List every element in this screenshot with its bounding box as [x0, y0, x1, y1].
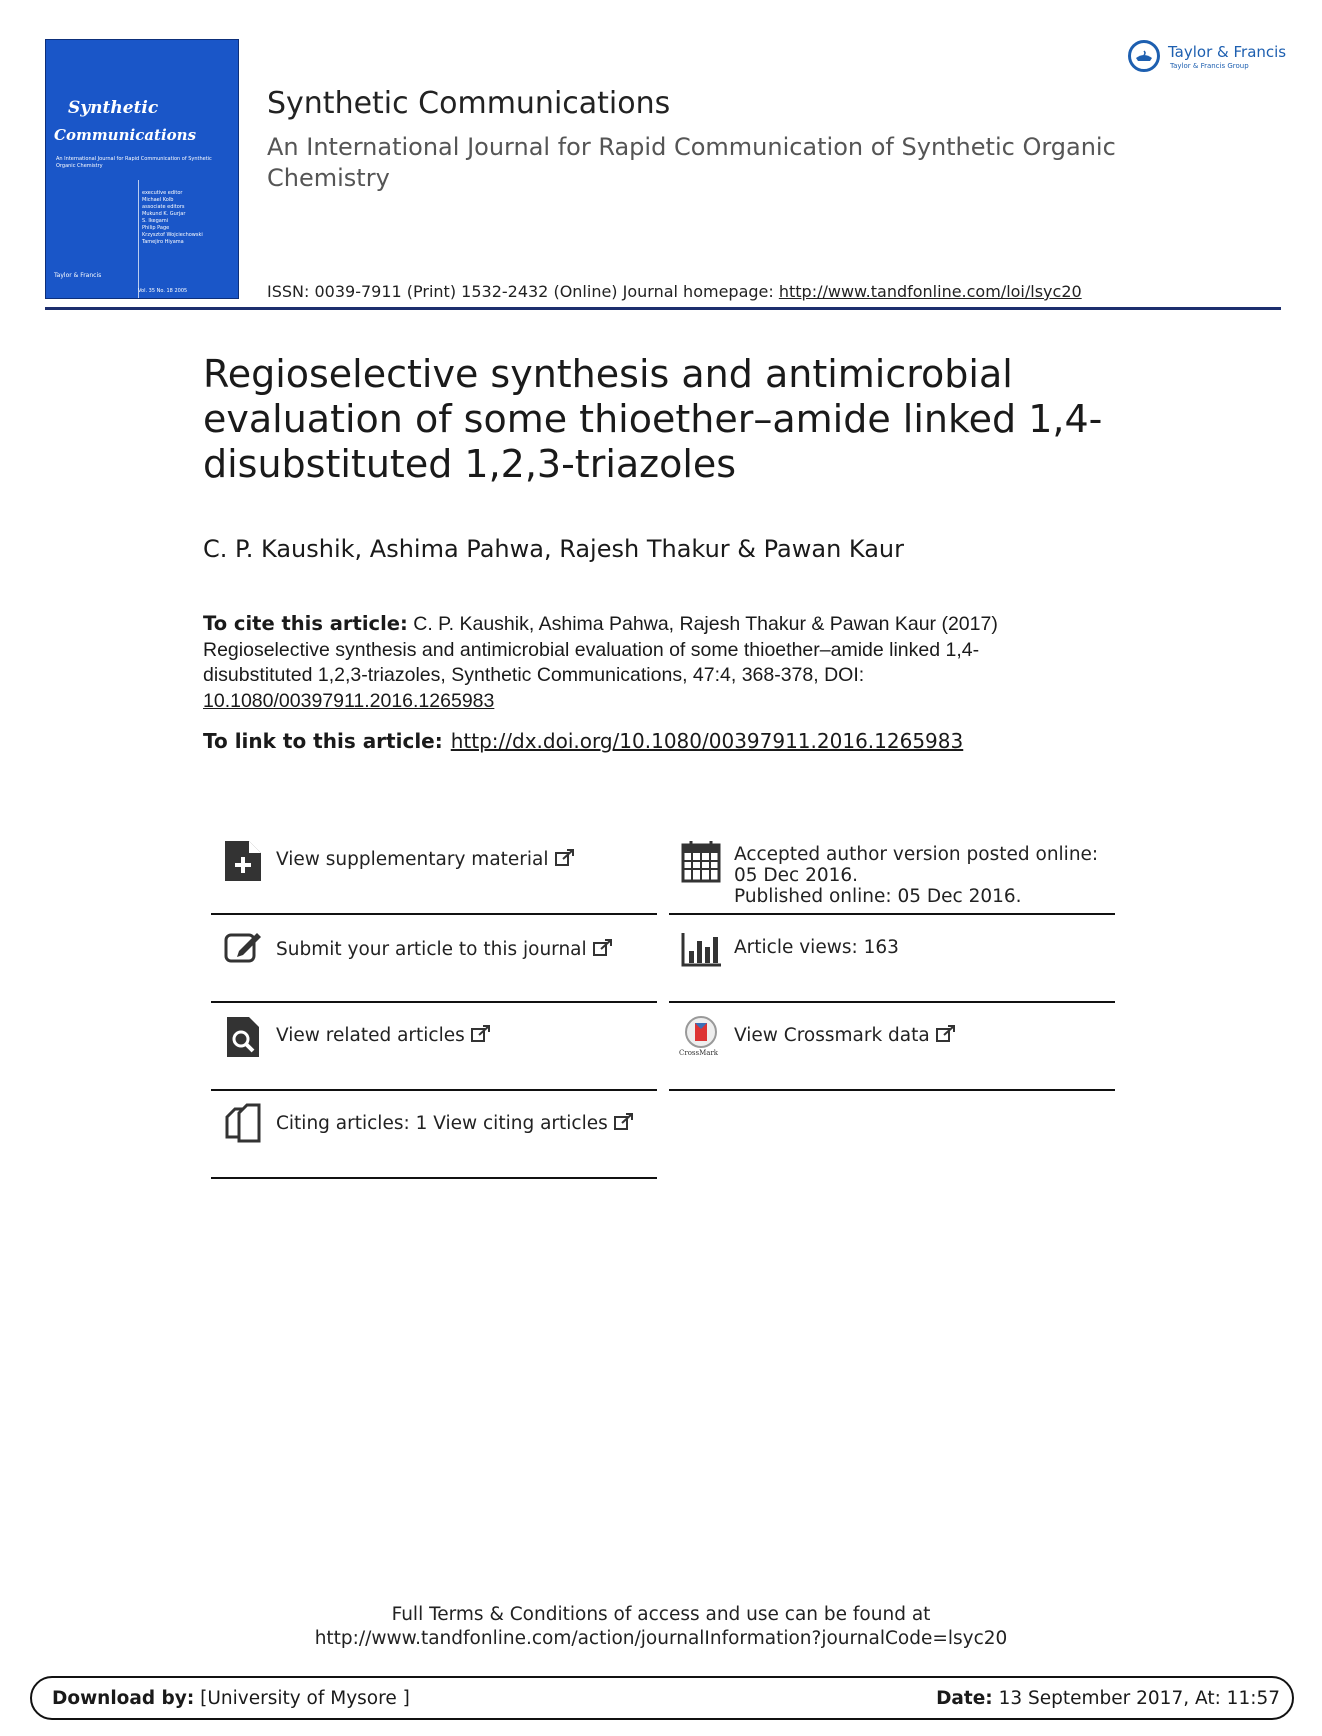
- terms-notice: [0, 1603, 1322, 1651]
- download-bar: [30, 1676, 1294, 1720]
- external-link-icon: [614, 1113, 634, 1131]
- journal-title: Synthetic Communications: [267, 86, 671, 121]
- issn-line: [267, 282, 1082, 301]
- citing-row[interactable]: [211, 1089, 657, 1179]
- submit-row[interactable]: [211, 913, 657, 1003]
- cover-title-line1: Synthetic: [68, 98, 159, 118]
- header-rule: [45, 307, 1281, 310]
- terms-link[interactable]: http://www.tandfonline.com/action/journalInformation?journalCode=lsyc20: [314, 1628, 1008, 1649]
- tf-lamp-icon: [1128, 40, 1160, 72]
- external-link-icon: [593, 939, 613, 957]
- cite-label: To cite this article:: [203, 612, 408, 635]
- views-label: Article views: 163: [734, 937, 899, 958]
- external-link-icon: [936, 1025, 956, 1043]
- supplementary-label: View supplementary material: [276, 849, 549, 870]
- article-title: Regioselective synthesis and antimicrobial evaluation of some thioether–amide linked 1,4-disubstituted 1,2,3-triazoles: [203, 352, 1103, 486]
- article-authors: C. P. Kaushik, Ashima Pahwa, Rajesh Thakur & Pawan Kaur: [203, 535, 905, 563]
- citing-label: Citing articles: 1 View citing articles: [276, 1113, 608, 1134]
- crossmark-logo: [681, 1015, 721, 1059]
- cover-volume: Vol. 35 No. 18 2005: [138, 288, 188, 294]
- journal-cover: [45, 39, 239, 299]
- calendar-icon: [681, 839, 721, 883]
- article-link-line: [203, 729, 963, 753]
- copy-documents-icon: [223, 1103, 263, 1147]
- cover-publisher: Taylor & Francis: [54, 272, 102, 279]
- submit-label: Submit your article to this journal: [276, 939, 587, 960]
- date-value: 13 September 2017, At: 11:57: [992, 1688, 1280, 1709]
- cite-doi-link[interactable]: 10.1080/00397911.2016.1265983: [203, 689, 495, 712]
- terms-line1: Full Terms & Conditions of access and use can be found at: [391, 1604, 931, 1625]
- tf-name: Taylor & Francis: [1168, 43, 1287, 61]
- issn-text: ISSN: 0039-7911 (Print) 1532-2432 (Online) Journal homepage:: [267, 282, 779, 301]
- citation-block: [203, 611, 1053, 714]
- crossmark-caption: CrossMark: [679, 1049, 719, 1057]
- crossmark-icon: [681, 1015, 721, 1049]
- search-document-icon: [223, 1015, 263, 1059]
- related-label: View related articles: [276, 1025, 465, 1046]
- edit-icon: [223, 927, 263, 971]
- article-doi-link[interactable]: http://dx.doi.org/10.1080/00397911.2016.1265983: [450, 729, 964, 753]
- supplementary-row[interactable]: [211, 825, 657, 915]
- related-row[interactable]: [211, 1001, 657, 1091]
- link-label: To link to this article:: [203, 729, 443, 753]
- file-plus-icon: [223, 839, 263, 883]
- dates-row: [669, 825, 1115, 915]
- views-row: [669, 913, 1115, 1003]
- download-value: [University of Mysore ]: [194, 1688, 410, 1709]
- cover-title-line2: Communications: [54, 126, 197, 144]
- cover-editors: executive editor Michael Kolb associate editors Mukund K. Gurjar S. Ikegami Philip Page Krzysztof Wojciechowski Tamejiro Hiyama: [142, 190, 203, 245]
- crossmark-label: View Crossmark data: [734, 1025, 930, 1046]
- external-link-icon: [471, 1025, 491, 1043]
- external-link-icon: [555, 849, 575, 867]
- cover-subtitle: An International Journal for Rapid Communication of Synthetic Organic Chemistry: [56, 156, 212, 169]
- cover-divider: [138, 180, 139, 299]
- date-info: [936, 1688, 1280, 1709]
- download-label: Download by:: [52, 1688, 195, 1709]
- crossmark-row[interactable]: [669, 1001, 1115, 1091]
- journal-homepage-link[interactable]: http://www.tandfonline.com/loi/lsyc20: [778, 282, 1082, 301]
- cite-text: C. P. Kaushik, Ashima Pahwa, Rajesh Thakur & Pawan Kaur (2017) Regioselective synthesis and antimicrobial evaluation of some thioether–amide linked 1,4-disubstituted 1,2,3-triazoles, Synthetic Communications, 47:4, 368-378, DOI:: [203, 613, 998, 686]
- journal-subtitle: An International Journal for Rapid Communication of Synthetic Organic Chemistry: [267, 133, 1116, 192]
- tf-group: Taylor & Francis Group: [1170, 62, 1249, 70]
- bar-chart-icon: [681, 927, 721, 971]
- date-label: Date:: [936, 1688, 993, 1709]
- download-info: [52, 1688, 410, 1709]
- published-date: Published online: 05 Dec 2016.: [734, 886, 1022, 907]
- accepted-date: Accepted author version posted online: 05 Dec 2016.: [734, 844, 1099, 886]
